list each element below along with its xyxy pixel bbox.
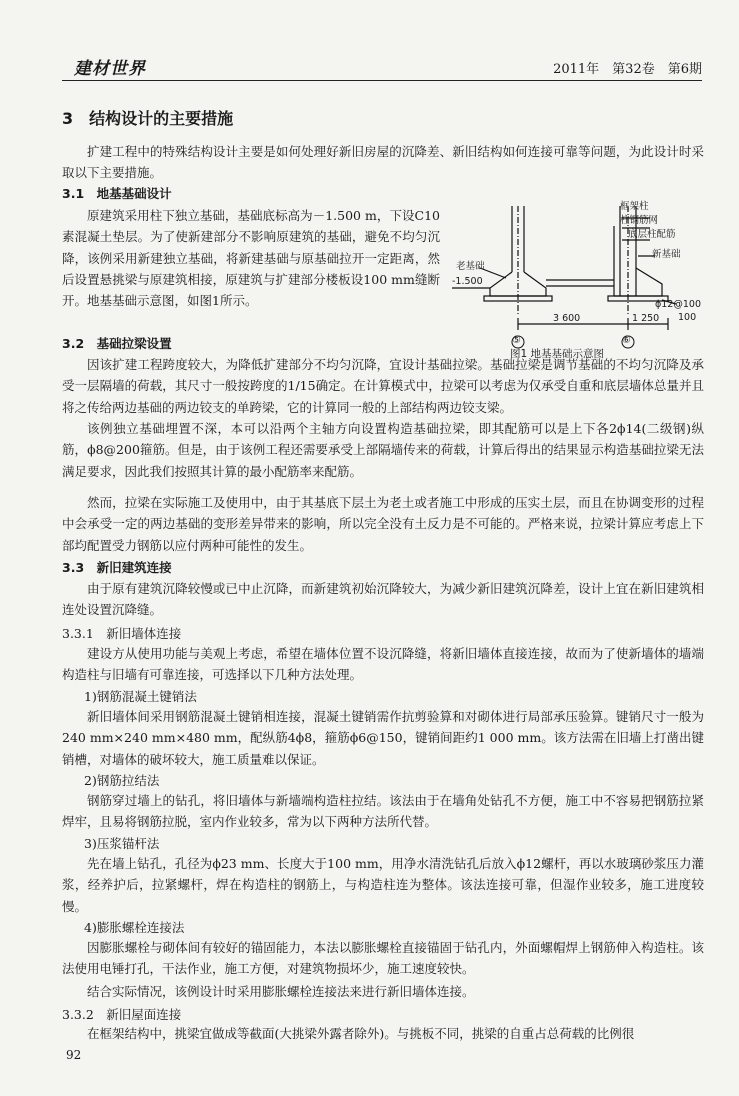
- method-1-title: 1)钢筋混凝土键销法: [84, 689, 197, 704]
- label-dim-100: 100: [678, 312, 697, 323]
- method-4-title: 4)膨胀螺栓连接法: [84, 920, 185, 935]
- label-frame-column: 框架柱: [620, 201, 649, 212]
- page-number: 92: [66, 1048, 82, 1062]
- running-header: [62, 52, 702, 81]
- subsection-title-3-3-2: 3.3.2 新旧屋面连接: [62, 1007, 182, 1022]
- label-elevation: -1.500: [452, 276, 483, 287]
- label-dim-3600: 3 600: [553, 313, 581, 324]
- foundation-diagram: [450, 196, 712, 366]
- paragraph-3-3-2: 在框架结构中，挑梁宜做成等截面(大挑梁外露者除外)。与挑板不同，挑梁的自重占总荷载的比例很: [87, 1026, 635, 1041]
- issue-info: 2011年 第32卷 第6期: [553, 62, 702, 77]
- label-axis-5: ⑤: [512, 335, 521, 346]
- method-3-title: 3)压浆锚杆法: [84, 836, 160, 851]
- paragraph-3-3: 由于原有建筑沉降较慢或已中止沉降，而新建筑初始沉降较大，为减少新旧建筑沉降差，设计上宜在新旧建筑相连处设置沉降缝。: [62, 581, 704, 618]
- label-base-bars: 底层柱配筋: [628, 229, 676, 240]
- method-2-text: 钢筋穿过墙上的钻孔，将旧墙体与新墙端构造柱拉结。该法由于在墙角处钻孔不方便，施工中不容易把钢筋拉紧焊牢，且易将钢筋拉脱，室内作业较多，常为以下两种方法所代替。: [62, 793, 704, 830]
- method-1-text: 新旧墙体间采用钢筋混凝土键销相连接，混凝土键销需作抗剪验算和对砌体进行局部承压验算。键销尺寸一般为240 mm×240 mm×480 mm，配纵筋4ϕ8，箍筋ϕ6@150，键销间距约1 000 mm。该方法需在旧墙上打凿出键销槽，对墙体的破坏较大，施工质量难以保证。: [62, 709, 704, 767]
- label-old-foundation: 老基础: [456, 261, 485, 272]
- label-column-mesh: 柱钢筋网: [620, 215, 659, 226]
- label-new-foundation: 新基础: [652, 249, 681, 260]
- paragraph-3-2-1: 因该扩建工程跨度较大，为降低扩建部分不均匀沉降，宜设计基础拉梁。基础拉梁是调节基础的不均匀沉降及承受一层隔墙的荷载，其尺寸一般按跨度的1/15确定。在计算模式中，拉梁可以考虑为仅承受自重和底层墙体总量并且将之传给两边基础的两边铰支的单跨梁，它的计算同一般的上部结构两边铰支梁。: [62, 357, 704, 415]
- subsection-title-3-3-1: 3.3.1 新旧墙体连接: [62, 626, 182, 641]
- method-3-text: 先在墙上钻孔，孔径为ϕ23 mm、长度大于100 mm，用净水清洗钻孔后放入ϕ12螺杆，再以水玻璃砂浆压力灌浆，经养护后，拉紧螺杆，焊在构造柱的钢筋上，与构造柱连为整体。该法连接可靠，但湿作业较多，施工进度较慢。: [62, 856, 704, 914]
- subsection-title-3-2: 3.2 基础拉梁设置: [62, 336, 172, 351]
- subsection-title-3-3: 3.3 新旧建筑连接: [62, 560, 172, 575]
- conclusion-paragraph: 结合实际情况，该例设计时采用膨胀螺栓连接法来进行新旧墙体连接。: [87, 984, 475, 999]
- method-4-text: 因膨胀螺栓与砌体间有较好的锚固能力，本法以膨胀螺栓直接锚固于钻孔内，外面螺帽焊上钢筋伸入构造柱。该法使用电锤打孔，干法作业，施工方便，对建筑物损坏少，施工速度较快。: [62, 940, 704, 977]
- paragraph-3-1: 原建筑采用柱下独立基础，基础底标高为－1.500 m，下设C10素混凝土垫层。为了使新建部分不影响原建筑的基础，避免不均匀沉降，该例采用新建独立基础，将新建基础与原基础拉开一定距离，然后设置悬挑梁与原建筑相接，原建筑与扩建部分楼板设100 mm缝断开。地基基础示意图，如图1所示。: [62, 208, 440, 309]
- subsection-title-3-1: 3.1 地基基础设计: [62, 186, 172, 201]
- label-axis-6: ⑥: [622, 335, 631, 346]
- intro-paragraph: 扩建工程中的特殊结构设计主要是如何处理好新旧房屋的沉降差、新旧结构如何连接可靠等问题，为此设计时采取以下主要措施。: [62, 144, 704, 181]
- label-bar-spec: ϕ12@100: [655, 299, 701, 310]
- journal-name: 建材世界: [74, 59, 146, 79]
- paragraph-3-2-2: 该例独立基础埋置不深，本可以沿两个主轴方向设置构造基础拉梁，即其配筋可以是上下各2ϕ14(二级钢)纵筋，ϕ8@200箍筋。但是，由于该例工程还需要承受上部隔墙传来的荷载，计算后得出的结果显示构造基础拉梁无法满足要求，因此我们按照其计算的最小配筋率来配筋。: [62, 421, 704, 479]
- label-dim-1250: 1 250: [632, 313, 660, 324]
- figure-foundation: [450, 196, 712, 366]
- paragraph-3-3-1: 建设方从使用功能与美观上考虑，希望在墙体位置不设沉降缝，将新旧墙体直接连接，故而为了使新墙体的墙端构造柱与旧墙有可靠连接，可选择以下几种方法处理。: [62, 646, 704, 683]
- paragraph-3-2-3: 然而，拉梁在实际施工及使用中，由于其基底下层土为老土或者施工中形成的压实土层，而且在协调变形的过程中会承受一定的两边基础的变形差异带来的影响，所以完全没有土反力是不可能的。严格来说，拉梁计算应考虑上下部均配置受力钢筋以应付两种可能性的发生。: [62, 495, 704, 553]
- method-2-title: 2)钢筋拉结法: [84, 773, 160, 788]
- section-title: 3 结构设计的主要措施: [62, 109, 234, 128]
- figure-caption: 图1 地基基础示意图: [510, 348, 605, 360]
